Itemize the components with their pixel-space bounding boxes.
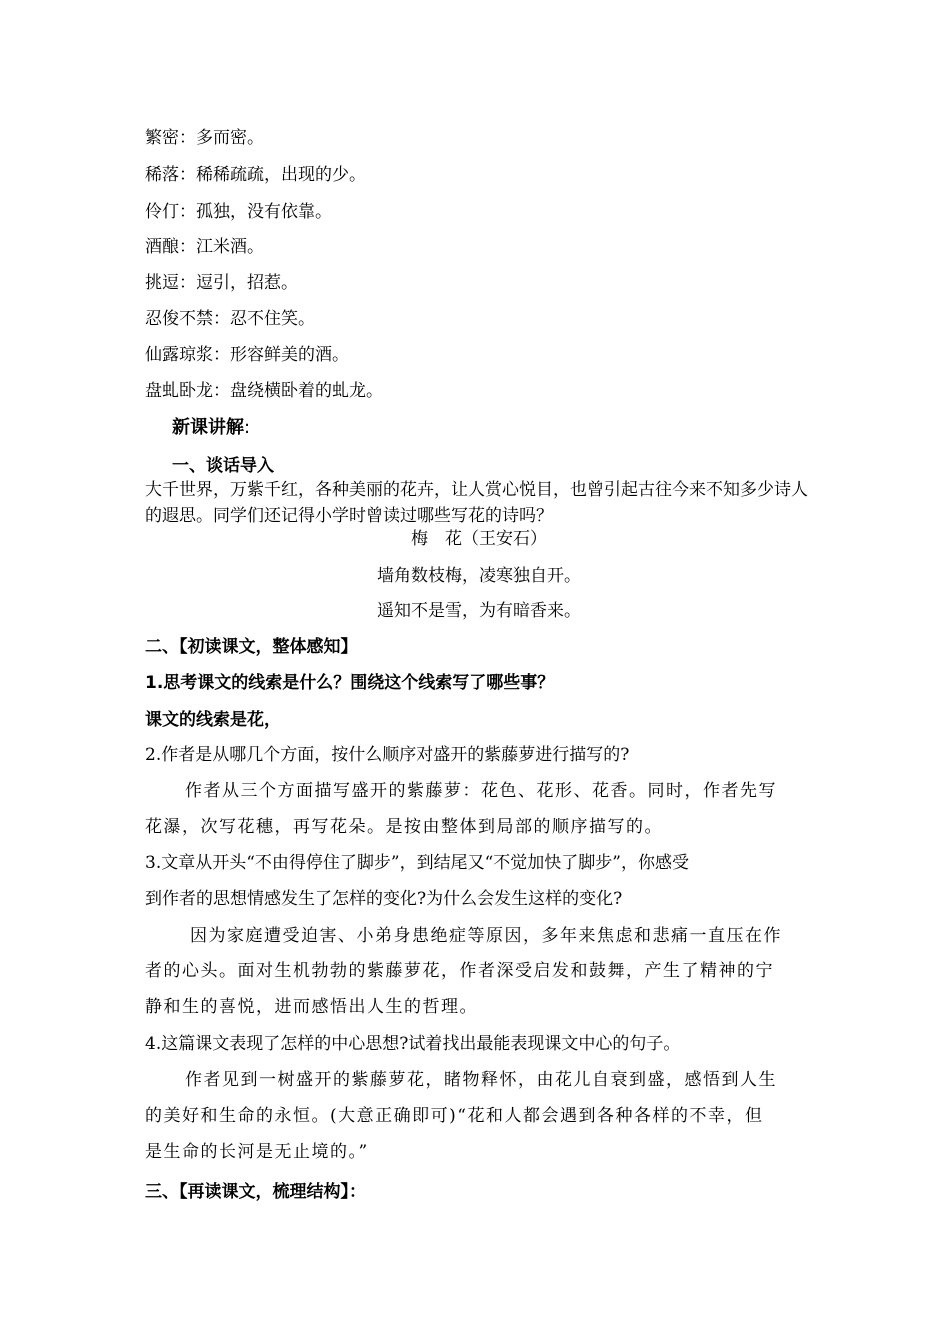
vocab-item: 酒酿：江米酒。 xyxy=(145,237,264,257)
poem-line: 遥知不是雪，为有暗香来。 xyxy=(377,601,581,621)
vocab-item: 伶仃：孤独，没有依靠。 xyxy=(145,202,332,222)
vocab-item: 盘虬卧龙：盘绕横卧着的虬龙。 xyxy=(145,381,383,401)
answer-4-line: 是生命的长河是无止境的。” xyxy=(145,1142,369,1162)
answer-4-line: 的美好和生命的永恒。(大意正确即可)“花和人都会遇到各种各样的不幸，但 xyxy=(145,1106,764,1126)
new-lesson-colon: : xyxy=(244,417,251,438)
section-3-title: 三、【再读课文，梳理结构】： xyxy=(145,1182,366,1202)
vocab-item: 仙露琼浆：形容鲜美的酒。 xyxy=(145,345,349,365)
question-2: 2.作者是从哪几个方面，按什么顺序对盛开的紫藤萝进行描写的? xyxy=(145,745,630,765)
answer-3-line: 静和生的喜悦，进而感悟出人生的哲理。 xyxy=(145,997,478,1017)
question-3-line: 3.文章从开头“不由得停住了脚步”，到结尾又“不觉加快了脚步”，你感受 xyxy=(145,853,689,873)
vocab-item: 忍俊不禁：忍不住笑。 xyxy=(145,309,315,329)
question-3-line: 到作者的思想情感发生了怎样的变化?为什么会发生这样的变化? xyxy=(145,889,623,909)
answer-3-line: 者的心头。面对生机勃勃的紫藤萝花，作者深受启发和鼓舞，产生了精神的宁 xyxy=(145,961,774,981)
answer-4-line: 作者见到一树盛开的紫藤萝花，睹物释怀，由花儿自衰到盛，感悟到人生 xyxy=(185,1070,777,1090)
poem-title: 梅 花（王安石） xyxy=(411,529,547,549)
vocab-item: 稀落：稀稀疏疏，出现的少。 xyxy=(145,165,366,185)
vocab-item: 挑逗：逗引，招惹。 xyxy=(145,273,298,293)
answer-2-line: 花瀑，次写花穗，再写花朵。是按由整体到局部的顺序描写的。 xyxy=(145,817,663,837)
section-2-title: 二、【初读课文，整体感知】 xyxy=(145,637,358,657)
section-1-title: 一、谈话导入 xyxy=(172,456,274,476)
answer-3-line: 因为家庭遭受迫害、小弟身患绝症等原因，多年来焦虑和悲痛一直压在作 xyxy=(190,926,782,946)
new-lesson-title: 新课讲解 xyxy=(172,417,244,438)
poem-line: 墙角数枝梅，凌寒独自开。 xyxy=(377,566,581,586)
answer-2-line: 作者从三个方面描写盛开的紫藤萝：花色、花形、花香。同时，作者先写 xyxy=(185,781,777,801)
answer-1: 课文的线索是花， xyxy=(145,710,281,730)
question-1: 1.思考课文的线索是什么？围绕这个线索写了哪些事？ xyxy=(145,673,555,693)
question-4: 4.这篇课文表现了怎样的中心思想?试着找出最能表现课文中心的句子。 xyxy=(145,1034,681,1054)
vocab-item: 繁密：多而密。 xyxy=(145,128,264,148)
section-1-intro: 大千世界，万紫千红，各种美丽的花卉，让人赏心悦目，也曾引起古往今来不知多少诗人的遐思。同学们还记得小学时曾读过哪些写花的诗吗？ xyxy=(145,480,808,526)
new-lesson-heading xyxy=(172,417,250,439)
